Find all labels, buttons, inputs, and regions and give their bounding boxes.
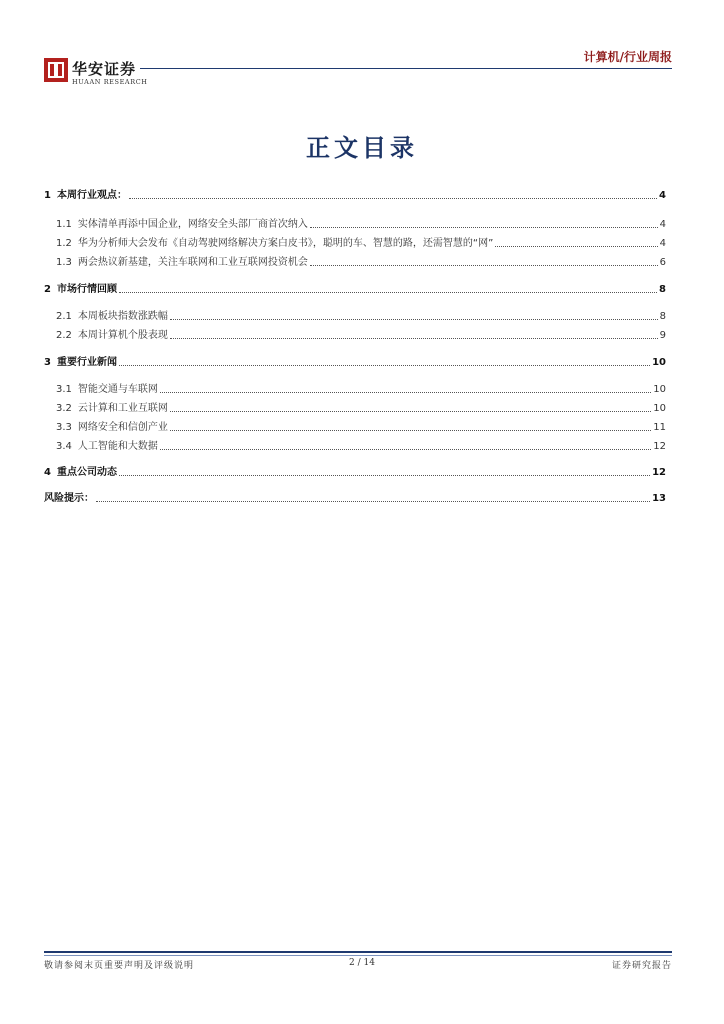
toc-entry-number: 3.4 xyxy=(56,441,72,452)
toc-leader-dots xyxy=(170,338,658,339)
toc-entry[interactable] xyxy=(44,441,666,453)
toc-entry-number: 3 xyxy=(44,357,51,368)
toc-leader-dots xyxy=(170,319,658,320)
brand-name-cn: 华安证券 xyxy=(72,60,137,78)
toc-entry-title: 人工智能和大数据 xyxy=(77,441,158,452)
toc-leader-dots xyxy=(119,475,650,476)
toc-entry-title: 本周行业观点： xyxy=(56,190,127,201)
toc-entry[interactable] xyxy=(44,384,666,396)
toc-entry-number: 3.3 xyxy=(56,422,72,433)
header-divider xyxy=(140,68,672,69)
toc-leader-dots xyxy=(310,265,658,266)
toc-entry-page: 12 xyxy=(653,441,666,452)
toc-leader-dots xyxy=(96,501,650,502)
toc-entry-page: 8 xyxy=(659,311,666,322)
toc-entry-page: 12 xyxy=(652,467,666,478)
toc-entry-title: 云计算和工业互联网 xyxy=(77,403,168,414)
company-logo-icon xyxy=(44,58,68,82)
report-category: 计算机/行业周报 xyxy=(583,50,672,64)
toc-entry-title: 本周板块指数涨跌幅 xyxy=(77,311,168,322)
footer-divider xyxy=(44,951,672,953)
toc-entry-number: 1.2 xyxy=(56,238,72,249)
toc-entry-page: 10 xyxy=(653,403,666,414)
toc-entry-title: 网络安全和信创产业 xyxy=(77,422,168,433)
toc-leader-dots xyxy=(129,198,657,199)
toc-entry-number: 4 xyxy=(44,467,51,478)
toc-entry-title: 智能交通与车联网 xyxy=(77,384,158,395)
toc-leader-dots xyxy=(119,365,650,366)
toc-entry[interactable] xyxy=(44,257,666,269)
toc-entry-number: 1.3 xyxy=(56,257,72,268)
toc-entry[interactable] xyxy=(44,330,666,342)
toc-entry-title: 华为分析师大会发布《自动驾驶网络解决方案白皮书》，聪明的车、智慧的路，还需智慧的“网” xyxy=(77,238,494,249)
toc-entry-page: 6 xyxy=(659,257,666,268)
toc-entry-title: 本周计算机个股表现 xyxy=(77,330,168,341)
toc-entry-page: 10 xyxy=(652,357,666,368)
toc-entry-page: 11 xyxy=(653,422,666,433)
toc-entry-number: 2 xyxy=(44,284,51,295)
toc-entry[interactable] xyxy=(44,311,666,323)
toc-entry-title: 重要行业新闻 xyxy=(56,357,117,368)
toc-entry-number: 1 xyxy=(44,190,51,201)
toc-entry-number: 3.2 xyxy=(56,403,72,414)
toc-leader-dots xyxy=(119,292,657,293)
toc-entry-number: 3.1 xyxy=(56,384,72,395)
toc-entry[interactable] xyxy=(44,190,666,202)
toc-entry-number: 2.1 xyxy=(56,311,72,322)
toc-entry-page: 9 xyxy=(659,330,666,341)
toc-entry[interactable] xyxy=(44,493,666,505)
footer-report-type: 证券研究报告 xyxy=(611,961,672,971)
toc-leader-dots xyxy=(160,449,651,450)
page-title: 正文目录 xyxy=(306,133,418,162)
toc-entry[interactable] xyxy=(44,422,666,434)
toc-entry[interactable] xyxy=(44,219,666,231)
toc-entry[interactable] xyxy=(44,467,666,479)
toc-entry-number: 1.1 xyxy=(56,219,72,230)
toc-entry-page: 8 xyxy=(659,284,666,295)
toc-entry-page: 4 xyxy=(659,190,666,201)
toc-entry-title: 实体清单再添中国企业，网络安全头部厂商首次纳入 xyxy=(77,219,308,230)
toc-entry-page: 4 xyxy=(659,238,666,249)
toc-entry-title: 重点公司动态 xyxy=(56,467,117,478)
toc-entry-title: 两会热议新基建，关注车联网和工业互联网投资机会 xyxy=(77,257,308,268)
toc-entry-title: 风险提示： xyxy=(44,493,94,504)
toc-leader-dots xyxy=(310,227,658,228)
footer-divider-thin xyxy=(44,955,672,956)
toc-leader-dots xyxy=(160,392,651,393)
toc-entry-page: 13 xyxy=(652,493,666,504)
brand-name-en: HUAAN RESEARCH xyxy=(72,78,148,86)
toc-entry-page: 4 xyxy=(659,219,666,230)
toc-entry[interactable] xyxy=(44,403,666,415)
toc-entry[interactable] xyxy=(44,357,666,369)
toc-entry[interactable] xyxy=(44,238,666,250)
toc-entry-page: 10 xyxy=(653,384,666,395)
toc-entry-number: 2.2 xyxy=(56,330,72,341)
footer-disclaimer: 敬请参阅末页重要声明及评级说明 xyxy=(44,961,195,971)
page-number: 2 / 14 xyxy=(349,958,375,968)
toc-entry-title: 市场行情回顾 xyxy=(56,284,117,295)
toc-entry[interactable] xyxy=(44,284,666,296)
toc-leader-dots xyxy=(495,246,657,247)
toc-leader-dots xyxy=(170,430,651,431)
toc-leader-dots xyxy=(170,411,651,412)
